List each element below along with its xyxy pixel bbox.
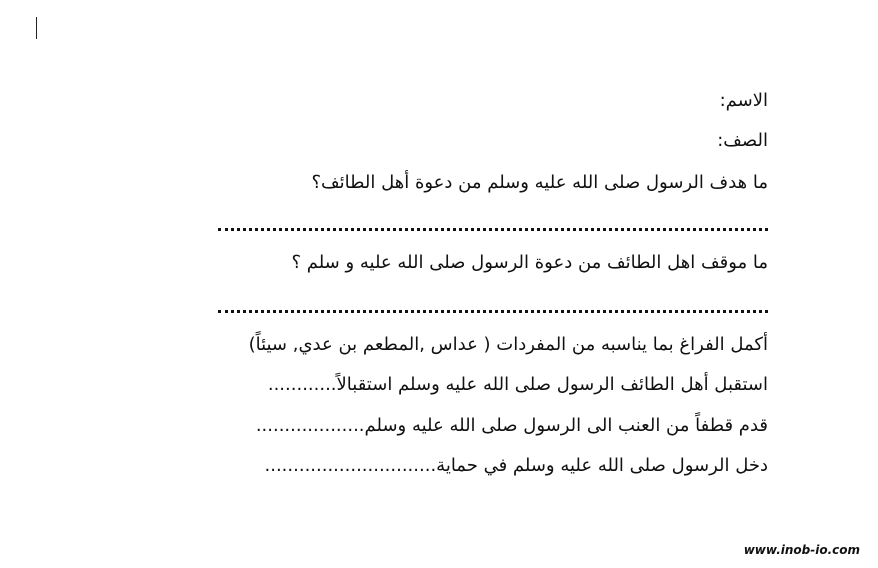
class-label: الصف: — [717, 130, 768, 151]
name-label: الاسم: — [719, 90, 768, 111]
text-cursor — [36, 17, 37, 39]
answer-line-2 — [218, 304, 768, 313]
question-2: ما موقف اهل الطائف من دعوة الرسول صلى الله عليه و سلم ؟ — [291, 252, 768, 273]
fill-instruction: أكمل الفراغ بما يناسبه من المفردات ( عداس ,المطعم بن عدي, سيئاً) — [248, 334, 768, 355]
website-footer: www.inob-io.com — [743, 543, 860, 557]
answer-line-1 — [218, 222, 768, 231]
fill-sentence-1: استقبل أهل الطائف الرسول صلى الله عليه وسلم استقبالاً............ — [267, 374, 768, 395]
fill-sentence-3: دخل الرسول صلى الله عليه وسلم في حماية.............................. — [264, 455, 768, 476]
fill-sentence-2: قدم قطفاً من العنب الى الرسول صلى الله عليه وسلم................... — [255, 415, 768, 436]
question-1: ما هدف الرسول صلى الله عليه وسلم من دعوة أهل الطائف؟ — [311, 172, 768, 193]
